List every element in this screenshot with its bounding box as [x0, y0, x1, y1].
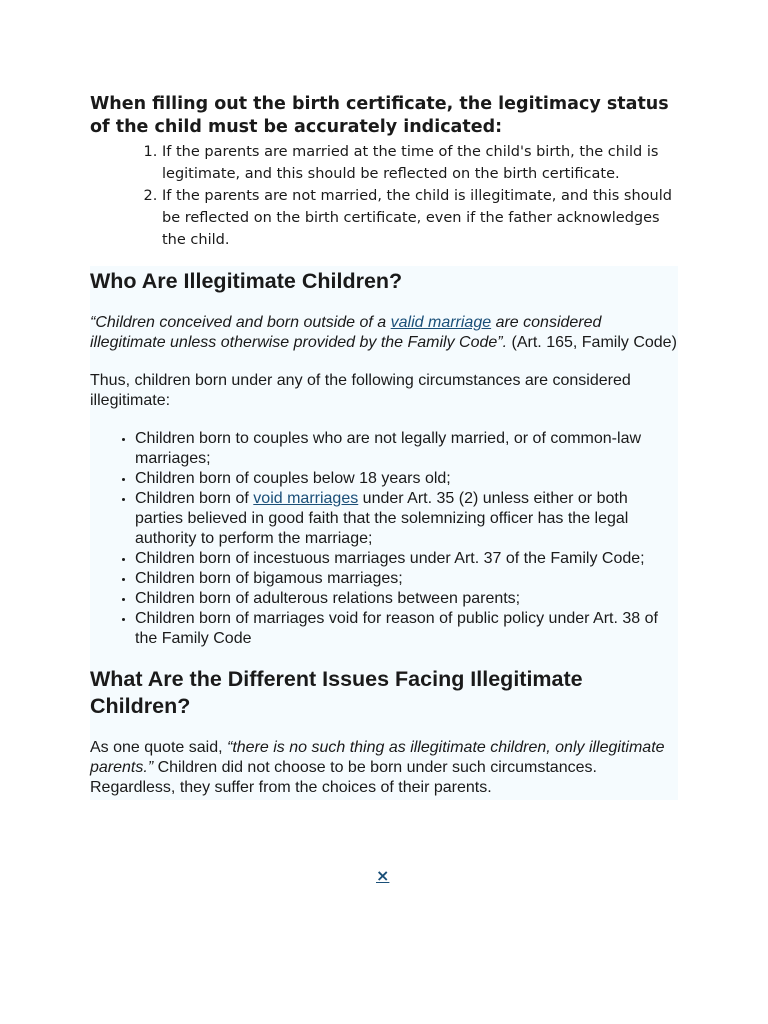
article-panel — [90, 266, 678, 649]
section-heading-illegitimate-children: Who Are Illegitimate Children? — [90, 269, 403, 293]
list-item: 1. If the parents are married at the time of the child's birth, the child is legitimate, and this should be reflected on the birth certificate. — [162, 141, 678, 185]
close-icon[interactable]: × — [376, 866, 390, 885]
list-item: • Children born of adulterous relations between parents; — [135, 589, 678, 609]
intro-heading: When filling out the birth certificate, the legitimacy status of the child must be accurately indicated: — [90, 94, 669, 137]
section-heading-issues: What Are the Different Issues Facing Illegitimate Children? — [90, 667, 583, 718]
intro-numbered-list — [90, 141, 678, 251]
valid-marriage-link[interactable]: valid marriage — [390, 314, 492, 331]
article-panel-issues — [90, 649, 678, 800]
family-code-quote — [90, 313, 678, 353]
issues-quote: “there is no such thing as illegitimate children, only illegitimate parents.” — [90, 739, 665, 776]
circumstances-list — [90, 429, 678, 649]
issues-text-start: As one quote said, — [90, 739, 227, 756]
list-item: • Children born of bigamous marriages; — [135, 569, 678, 589]
list-item: • Children born of marriages void for reason of public policy under Art. 38 of the Family Code — [135, 609, 678, 649]
circumstances-lead: Thus, children born under any of the following circumstances are considered illegitimate: — [90, 372, 631, 409]
quote-text-start: “Children conceived and born outside of a — [90, 314, 391, 331]
article-content — [90, 93, 678, 800]
list-item: • Children born to couples who are not legally married, or of common-law marriages; — [135, 429, 678, 469]
list-item: • Children born of incestuous marriages under Art. 37 of the Family Code; — [135, 549, 678, 569]
quote-text-end: are considered illegitimate unless otherwise provided by the Family Code”. — [90, 314, 602, 351]
list-item: 2. If the parents are not married, the child is illegitimate, and this should be reflected on the birth certificate, even if the father acknowledges the child. — [162, 185, 678, 251]
list-item-text: Children born of — [135, 490, 254, 507]
list-item — [135, 489, 678, 549]
issues-text-end: Children did not choose to be born under such circumstances. Regardless, they suffer from the choices of their parents. — [90, 759, 597, 796]
quote-citation: (Art. 165, Family Code) — [507, 334, 677, 351]
void-marriages-link[interactable]: void marriages — [253, 490, 359, 507]
list-item-text: under Art. 35 (2) unless either or both parties believed in good faith that the solemnizing officer has the legal authority to perform the marriage; — [135, 490, 629, 547]
list-item: • Children born of couples below 18 years old; — [135, 469, 678, 489]
issues-paragraph — [90, 738, 678, 798]
